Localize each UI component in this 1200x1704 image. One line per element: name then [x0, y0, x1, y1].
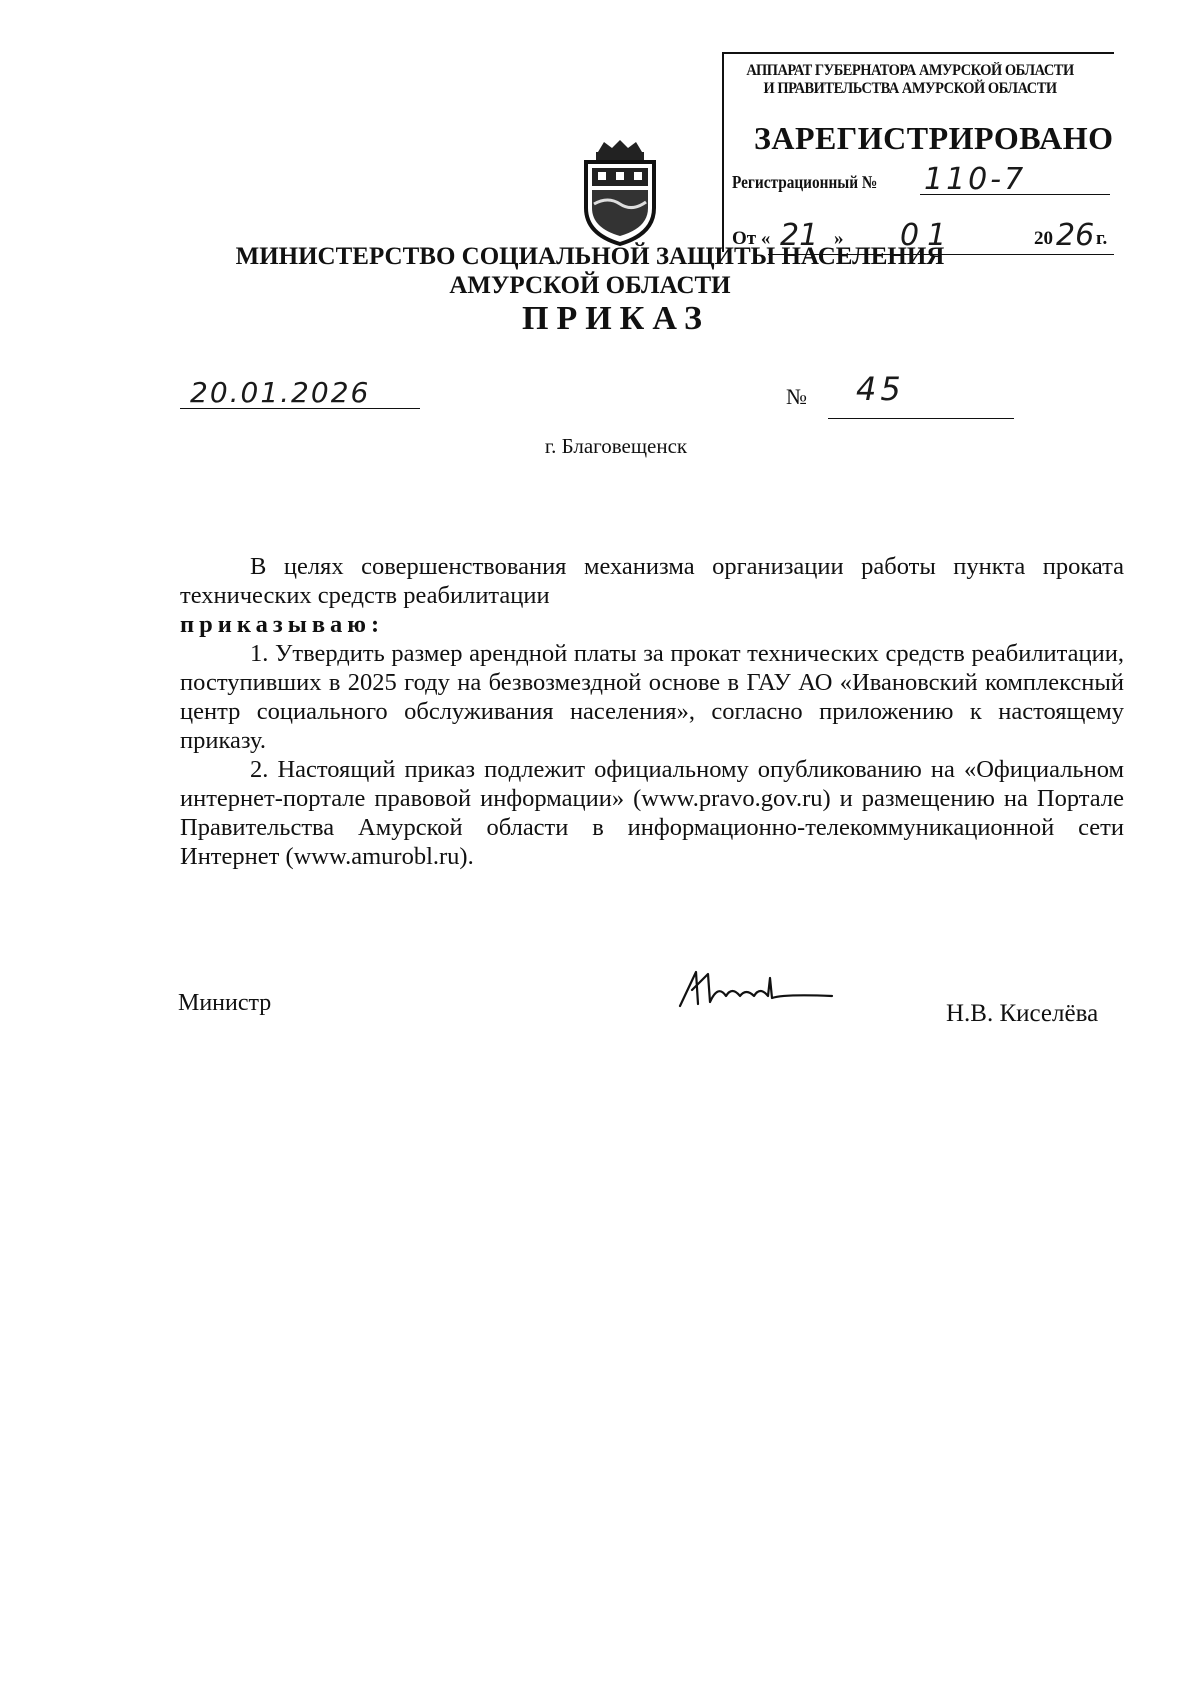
- stamp-year-suffix: 26: [1056, 218, 1095, 253]
- order-date-underline: [180, 408, 420, 409]
- order-body: [180, 552, 1124, 871]
- order-item-2: 2. Настоящий приказ подлежит официальному опубликованию на «Официальном интернет-портале правовой информации» (www.pravo.gov.ru) и размещению на Портале Правительства Амурской области в информационно-телекоммуникационной сети Интернет (www.amurobl.ru).: [180, 756, 1124, 870]
- signatory-role: Министр: [178, 990, 272, 1016]
- order-directive: приказываю:: [180, 611, 385, 638]
- stamp-organization: [738, 62, 1082, 98]
- stamp-org-line1: АППАРАТ ГУБЕРНАТОРА АМУРСКОЙ ОБЛАСТИ: [746, 62, 1074, 79]
- ministry-name: [60, 242, 1120, 300]
- stamp-org-line2: И ПРАВИТЕЛЬСТВА АМУРСКОЙ ОБЛАСТИ: [763, 80, 1057, 97]
- order-item-1: 1. Утвердить размер арендной платы за прокат технических средств реабилитации, поступивших в 2025 году на безвозмездной основе в ГАУ АО «Ивановский комплексный центр социального обслуживания населения», согласно приложению к настоящему приказу.: [180, 640, 1124, 754]
- city: г. Благовещенск: [544, 434, 688, 458]
- stamp-reg-number: 110-7: [924, 162, 1027, 197]
- registration-stamp: [722, 52, 1114, 252]
- order-number: 45: [856, 370, 905, 408]
- stamp-day: 21: [780, 218, 819, 253]
- stamp-date-prefix: От «: [732, 228, 771, 249]
- order-number-sign: №: [786, 384, 807, 409]
- order-date: 20.01.2026: [190, 376, 371, 409]
- signatory-name: Н.В. Киселёва: [946, 1000, 1099, 1027]
- ministry-line1: МИНИСТЕРСТВО СОЦИАЛЬНОЙ ЗАЩИТЫ НАСЕЛЕНИЯ: [235, 243, 945, 270]
- stamp-month: 01: [900, 218, 955, 253]
- stamp-year-prefix: 20: [1034, 228, 1053, 249]
- order-number-underline: [828, 418, 1014, 419]
- coat-of-arms-icon: [578, 138, 662, 246]
- ministry-line2: АМУРСКОЙ ОБЛАСТИ: [449, 272, 731, 299]
- stamp-reg-underline: [920, 194, 1110, 195]
- stamp-day-close: »: [834, 228, 844, 249]
- handwritten-signature: [674, 966, 834, 1014]
- stamp-reg-label: Регистрационный №: [732, 172, 878, 192]
- stamp-year-g: г.: [1096, 228, 1108, 249]
- stamp-title: ЗАРЕГИСТРИРОВАНО: [754, 120, 1114, 156]
- document-type: ПРИКАЗ: [522, 300, 710, 337]
- preamble: В целях совершенствования механизма организации работы пункта проката технических средств реабилитации: [180, 553, 1124, 609]
